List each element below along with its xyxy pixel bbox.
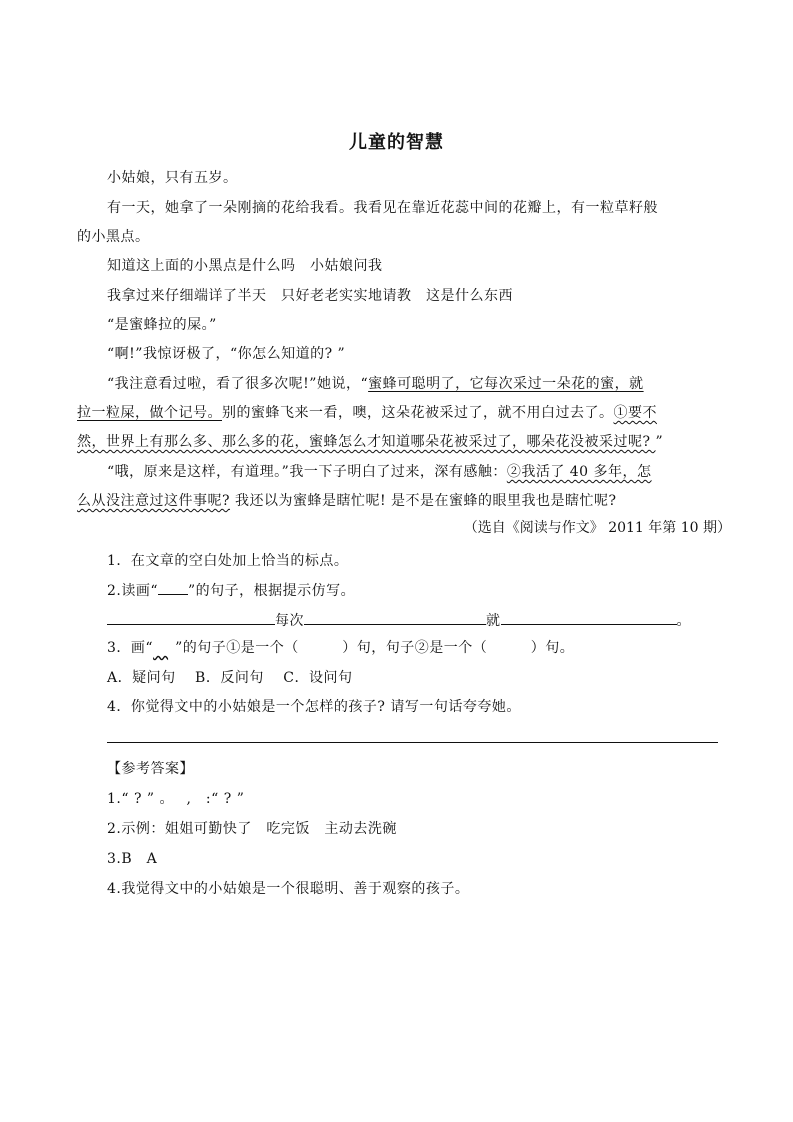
story-paragraph-7-line-1 [107, 374, 717, 394]
answer-blank-3[interactable] [501, 610, 677, 625]
fill-word-meici: 每次 [275, 613, 304, 629]
answer-3: 3.B A [107, 851, 158, 867]
answer-line[interactable] [107, 742, 718, 743]
wavy-sentence-2-cont: 么从没注意过这件事呢? [77, 493, 231, 509]
story-paragraph-3: 知道这上面的小黑点是什么吗 小姑娘问我 [107, 258, 383, 274]
fill-period: 。 [676, 613, 691, 629]
story-paragraph-5: “是蜜蜂拉的屎。” [107, 317, 217, 333]
quote-text: 别的蜜蜂飞来一看，噢，这朵花被采过了，就不用白过去了。 [222, 405, 614, 421]
quote-text: 我还以为蜜蜂是瞎忙呢! 是不是在蜜蜂的眼里我也是瞎忙呢? [230, 493, 617, 509]
answer-4: 4.我觉得文中的小姑娘是一个很聪明、善于观察的孩子。 [107, 881, 470, 897]
story-paragraph-7-line-3 [77, 432, 717, 452]
underline-sample [158, 580, 188, 595]
story-paragraph-2-line-2: 的小黑点。 [77, 229, 150, 245]
question-2-prefix: 2.读画“ [107, 583, 159, 599]
wavy-sentence-2: ②我活了 40 多年，怎 [506, 464, 652, 480]
question-3 [107, 638, 717, 658]
source-citation: （选自《阅读与作文》 2011 年第 10 期） [463, 520, 731, 536]
question-2 [107, 580, 717, 601]
wavy-line-sample [153, 638, 175, 652]
story-paragraph-8-line-1 [107, 462, 717, 482]
question-3-prefix: 3．画“ [107, 640, 154, 656]
question-4: 4．你觉得文中的小姑娘是一个怎样的孩子? 请写一句话夸夸她。 [107, 699, 521, 715]
wavy-sentence-1-cont: 然，世界上有那么多、那么多的花，蜜蜂怎么才知道哪朵花被采过了，哪朵花没被采过呢? [77, 434, 656, 450]
story-paragraph-4: 我拿过来仔细端详了半天 只好老老实实地请教 这是什么东西 [107, 288, 513, 304]
answer-1: 1.“ ? ” 。 , :“ ? ” [107, 791, 245, 807]
fill-word-jiu: 就 [486, 613, 501, 629]
story-paragraph-8-line-2 [77, 491, 717, 511]
question-1: 1．在文章的空白处加上恰当的标点。 [107, 553, 349, 569]
answer-blank-1[interactable] [107, 610, 275, 625]
quote-text: “我注意看过啦，看了很多次呢!”她说，“ [107, 376, 369, 392]
page-title: 儿童的智慧 [349, 132, 444, 153]
question-3-suffix: ”的句子①是一个（ ）句，句子②是一个（ ）句。 [175, 640, 575, 656]
quote-text: “哦，原来是这样，有道理。”我一下子明白了过来，深有感触： [107, 464, 507, 480]
answer-heading: 【参考答案】 [107, 761, 194, 777]
underlined-sentence: 蜜蜂可聪明了，它每次采过一朵花的蜜，就 [368, 376, 644, 392]
story-paragraph-1: 小姑娘，只有五岁。 [107, 170, 238, 186]
wavy-sentence-1: ①要不 [613, 405, 657, 421]
story-paragraph-6: “啊!”我惊讶极了，“你怎么知道的? ” [107, 346, 346, 362]
question-3-options: A．疑问句 B．反问句 C．设问句 [107, 670, 353, 686]
underlined-sentence-cont: 拉一粒屎，做个记号。 [77, 405, 222, 421]
answer-2: 2.示例：姐姐可勤快了 吃完饭 主动去洗碗 [107, 821, 397, 837]
story-paragraph-2-line-1: 有一天，她拿了一朵刚摘的花给我看。我看见在靠近花蕊中间的花瓣上，有一粒草籽般 [107, 200, 658, 216]
answer-blank-2[interactable] [304, 610, 486, 625]
question-2-fill-line [107, 610, 717, 631]
closing-quote: ” [655, 434, 664, 450]
story-paragraph-7-line-2 [77, 403, 717, 423]
question-2-suffix: ”的句子，根据提示仿写。 [188, 583, 356, 599]
